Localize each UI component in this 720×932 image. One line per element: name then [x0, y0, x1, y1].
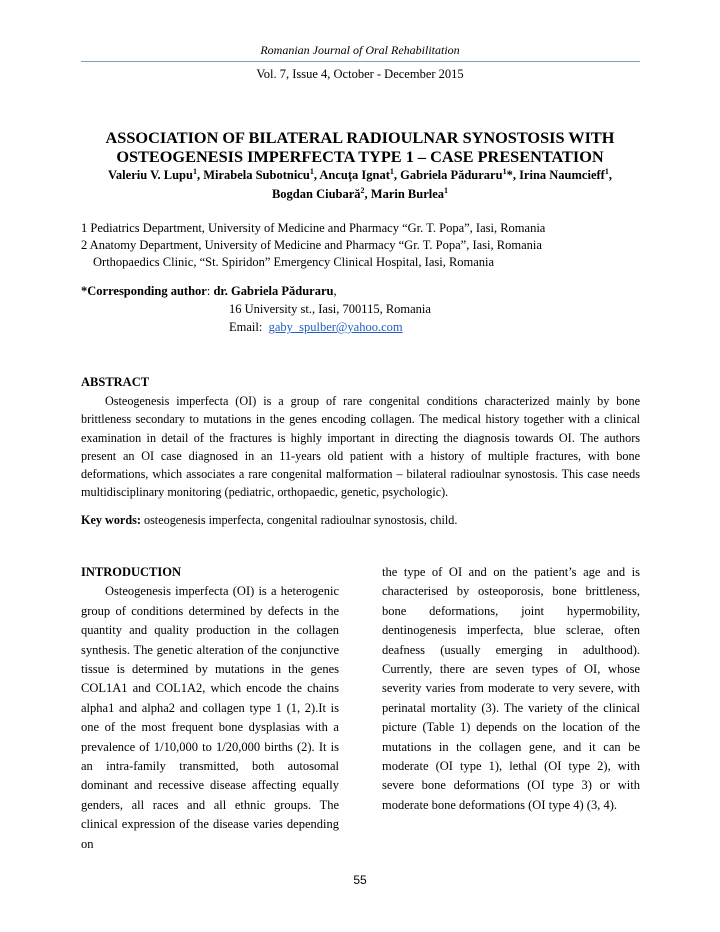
author-list: [70, 166, 650, 204]
keywords-label: Key words:: [81, 513, 141, 527]
affiliation-3: Orthopaedics Clinic, “St. Spiridon” Emergency Clinical Hospital, Iasi, Romania: [93, 255, 495, 269]
author: Valeriu V. Lupu: [108, 168, 193, 182]
abstract-text: Osteogenesis imperfecta (OI) is a group of rare congenital conditions characterized mainly by bone brittleness secondary to mutations in the genes encoding collagen. The medical history together with a clinical examination in detail of the fractures is highly important in directing the diagnosis towards OI. The authors present an OI case diagnosed in an 11-years old patient with a history of multiple fractures, with bone deformations, which associates a rare congenital malformation – bilateral radioulnar synostosis. This case needs multidisciplinary monitoring (pediatric, orthopaedic, genetic, psychologic).: [81, 394, 640, 500]
intro-paragraph-left: Osteogenesis imperfecta (OI) is a heterogenic group of conditions determined by defects in the quantity and quality production in the collagen synthesis. The genetic alteration of the conjunctive tissue is determined by mutations in the genes COL1A1 and COL1A2, which encode the chains alpha1 and alpha2 and collagen type 1 (1, 2).It is one of the most frequent bone dysplasias with a prevalence of 1/10,000 to 1/20,000 births (2). It is an intra-family transmitted, both autosomal dominant and recessive disease affecting equally genders, all races and all ethnic groups. The clinical expression of the disease varies depending on: [81, 584, 339, 851]
author: Bogdan Ciubară: [271, 187, 361, 201]
title-line-2: OSTEOGENESIS IMPERFECTA TYPE 1 – CASE PRESENTATION: [116, 147, 604, 166]
volume-info: Vol. 7, Issue 4, October - December 2015: [256, 67, 464, 81]
keywords-text: osteogenesis imperfecta, congenital radioulnar synostosis, child.: [143, 513, 458, 527]
page-number: 55: [353, 873, 367, 887]
email-label: Email:: [229, 320, 263, 334]
affiliation-2: 2 Anatomy Department, University of Medicine and Pharmacy “Gr. T. Popa”, Iasi, Romania: [81, 238, 542, 252]
intro-paragraph-right: the type of OI and on the patient’s age and is characterised by osteoporosis, bone brittleness, bone deformations, joint hypermobility, dentinogenesis imperfecta, blue sclerae, often deafness (usually emerging in adulthood). Currently, there are seven types of OI, whose severity varies from moderate to very severe, with perinatal mortality (3). The variety of the clinical picture (Table 1) depends on the location of the mutations in the collagen gene, and it can be moderate (OI type 1), lethal (OI type 2), with severe bone deformations (OI type 3) or with moderate bone deformations (OI type 4) (3, 4).: [382, 565, 640, 812]
author: Marin Burlea: [370, 187, 445, 201]
introduction-heading: INTRODUCTION: [81, 565, 182, 579]
author-line-1: Valeriu V. Lupu$^1$, Mirabela Subotnicu$^1$, Ancuţa Ignat$^1$, Gabriela Păduraru$^1$*, Irina Naumcieff$^1$,: [108, 166, 612, 182]
corresponding-author: *Corresponding author: dr. Gabriela Păduraru, 16 University st., Iasi, 700115, Romania Email: gaby_spulber@yahoo.com: [81, 284, 431, 334]
corresponding-address: 16 University st., Iasi, 700115, Romania: [229, 302, 431, 316]
author: Ancuţa Ignat: [319, 168, 390, 182]
paper-title: [60, 128, 660, 166]
keywords: [81, 513, 640, 528]
author: Irina Naumcieff: [519, 168, 605, 182]
abstract-heading: ABSTRACT: [81, 375, 150, 389]
email-link[interactable]: gaby_spulber@yahoo.com: [268, 320, 403, 334]
corresponding-name: dr. Gabriela Păduraru: [213, 284, 334, 298]
title-line-1: ASSOCIATION OF BILATERAL RADIOULNAR SYNOSTOSIS WITH: [105, 128, 615, 147]
header-rule: [81, 61, 640, 62]
author-line-2: Bogdan Ciubară$^2$, Marin Burlea$^1$: [271, 185, 449, 201]
intro-left-column: [81, 563, 339, 854]
corresponding-label: *Corresponding author: [81, 284, 207, 298]
author: Mirabela Subotnicu: [203, 168, 310, 182]
author: Gabriela Păduraru: [400, 168, 503, 182]
intro-right-column: [382, 563, 640, 815]
journal-name: Romanian Journal of Oral Rehabilitation: [260, 43, 460, 57]
affiliation-1: 1 Pediatrics Department, University of Medicine and Pharmacy “Gr. T. Popa”, Iasi, Romania: [81, 221, 546, 235]
